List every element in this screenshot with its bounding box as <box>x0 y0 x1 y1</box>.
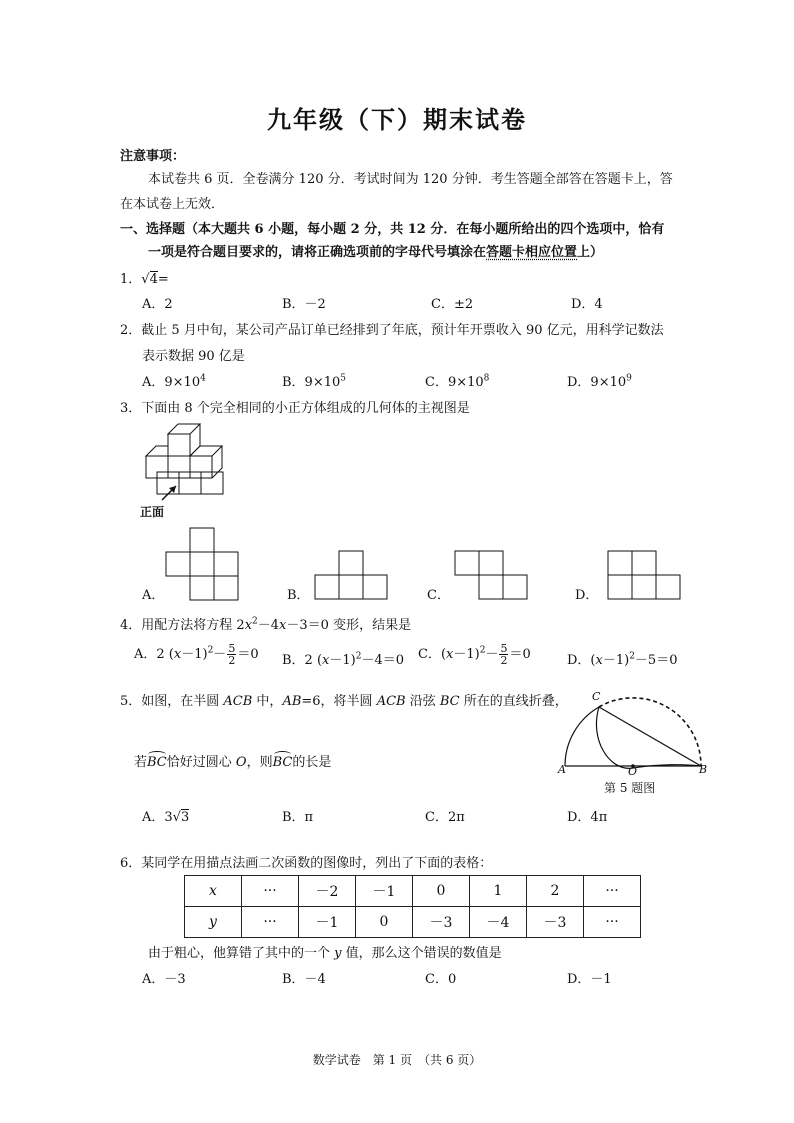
q6-cell: ··· <box>242 876 299 907</box>
q4-c-minus: － <box>485 647 499 662</box>
q6-option-a[interactable]: A．－3 <box>142 972 186 987</box>
q4-c-end: ＝0 <box>509 647 531 662</box>
notice-line2: 在本试卷上无效． <box>120 197 225 212</box>
q5-option-a[interactable] <box>142 806 189 825</box>
q4-option-d[interactable] <box>567 649 677 668</box>
q2-option-b-exp: 5 <box>340 373 346 384</box>
q2-option-d-exp: 9 <box>626 373 632 384</box>
q5-line2-b: 恰好过圆心 <box>166 755 236 770</box>
q3-option-b-figure[interactable] <box>315 551 387 599</box>
q2-option-d-base: D．9×10 <box>567 375 627 390</box>
q6-row-x <box>185 876 641 907</box>
q5-stem-a: 5．如图，在半圆 <box>120 694 224 709</box>
q5-arc2: BC <box>272 755 293 770</box>
q6-cell: 2 <box>527 876 584 907</box>
q6-cell: 0 <box>413 876 470 907</box>
q1-option-a[interactable]: A．2 <box>142 297 173 312</box>
q6-cell: －3 <box>413 907 470 938</box>
q4-option-b[interactable] <box>282 649 404 668</box>
q4-b-x: x <box>322 653 330 668</box>
q2-option-c-exp: 8 <box>483 373 490 384</box>
q6-cell: ··· <box>242 907 299 938</box>
q4-b-mid: －1) <box>329 653 356 668</box>
q2-option-c[interactable] <box>425 371 489 390</box>
page-footer: 数学试卷 第 1 页 （共 6 页） <box>312 1053 482 1067</box>
q5-stem <box>120 690 568 709</box>
q6-cell: －4 <box>470 907 527 938</box>
q4-c-num: 5 <box>500 642 508 655</box>
q2-option-b-base: B．9×10 <box>282 375 341 390</box>
q5-label-b: B <box>699 763 708 776</box>
q2-option-a[interactable] <box>142 371 206 390</box>
q6-cell: －2 <box>299 876 356 907</box>
q4-d-x: x <box>595 653 603 668</box>
section1-line2a: 一项是符合题目要求的，请将正确选项前的字母代号填涂在 <box>148 245 487 260</box>
q5-line2-c: ，则 <box>246 755 273 770</box>
q2-option-c-base: C．9×10 <box>425 375 484 390</box>
q5-acb2: ACB <box>376 694 406 709</box>
q3-front-label: 正面 <box>140 505 165 519</box>
q4-d-sup: 2 <box>629 651 635 662</box>
q6-row-y <box>185 907 641 938</box>
page-title: 九年级（下）期末试卷 <box>267 105 527 134</box>
q4-a-mid: －1) <box>181 647 208 662</box>
q4-b-end: －4＝0 <box>361 653 404 668</box>
q5-stem-b: 中， <box>252 694 283 709</box>
q5-line2-d: 的长是 <box>292 755 332 770</box>
q6-cell: x <box>185 876 242 907</box>
q3-option-c-figure[interactable] <box>455 551 527 599</box>
q6-option-d[interactable]: D．－1 <box>567 972 612 987</box>
q5-stem-e: 所在的直线折叠， <box>459 694 568 709</box>
q5-stem-c: =6，将半圆 <box>301 694 377 709</box>
q6-table <box>184 875 641 938</box>
q4-a-minus: － <box>213 647 227 662</box>
q3-option-d[interactable]: D． <box>575 588 599 603</box>
q5-label-o: O <box>628 765 638 778</box>
q4-a-fraction <box>227 643 236 666</box>
q4-stem-b: －4 <box>257 618 280 633</box>
q6-cell: y <box>185 907 242 938</box>
q6-cell: 0 <box>356 907 413 938</box>
q5-caption: 第 5 题图 <box>604 781 656 795</box>
q3-stem: 3．下面由 8 个完全相同的小正方体组成的几何体的主视图是 <box>120 401 470 416</box>
section1-line2 <box>148 241 603 260</box>
section1-line2b: 答题卡相应位置 <box>486 245 578 260</box>
q4-stem-sup: 2 <box>252 616 258 627</box>
q4-d-pre: D．( <box>567 653 596 668</box>
q4-b-pre: B．2 ( <box>282 653 323 668</box>
q1-num: 1． <box>120 272 142 287</box>
q3-option-a-figure[interactable] <box>166 528 238 600</box>
q5-option-c[interactable]: C．2π <box>425 810 465 825</box>
q6-cell: －1 <box>356 876 413 907</box>
q4-c-mid: －1) <box>453 647 480 662</box>
q4-stem-a: 4．用配方法将方程 2 <box>120 618 245 633</box>
q4-a-num: 5 <box>228 642 236 655</box>
q4-d-end: －5＝0 <box>634 653 678 668</box>
q6-cell: －3 <box>527 907 584 938</box>
q3-option-b[interactable]: B． <box>287 588 310 603</box>
q5-bc: BC <box>439 694 460 709</box>
q1-stem <box>120 268 169 287</box>
q4-a-end: ＝0 <box>237 647 259 662</box>
q4-option-c[interactable] <box>418 643 531 666</box>
q5-arc1: BC <box>147 755 167 770</box>
sqrt-icon: √ <box>172 810 181 825</box>
q6-note <box>148 942 502 961</box>
q4-b-sup: 2 <box>355 651 362 662</box>
section1-line2c: 上） <box>577 245 604 260</box>
q5-a-pre: A．3 <box>142 810 173 825</box>
q6-note-b: 值，那么这个错误的数值是 <box>341 946 502 961</box>
section1-line1: 一、选择题（本大题共 6 小题，每小题 2 分，共 12 分．在每小题所给出的四个选项中，恰有 <box>120 222 665 237</box>
q6-stem: 6．某同学在用描点法画二次函数的图像时，列出了下面的表格： <box>120 856 493 871</box>
q1-option-d[interactable]: D．4 <box>571 297 603 312</box>
q5-label-c: C <box>592 690 601 703</box>
q6-option-b[interactable]: B．－4 <box>282 972 326 987</box>
q6-cell: ··· <box>584 876 641 907</box>
notice-line1: 本试卷共 6 页．全卷满分 120 分．考试时间为 120 分钟．考生答题全部答在答题卡上，答 <box>148 172 673 187</box>
q4-c-sup: 2 <box>479 645 486 656</box>
q4-stem <box>120 614 411 633</box>
q4-stem-x2: x <box>279 618 287 633</box>
q4-a-pre: A．2 ( <box>134 647 174 662</box>
q4-stem-c: －3＝0 变形，结果是 <box>286 618 412 633</box>
q6-cell: －1 <box>299 907 356 938</box>
q1-option-c[interactable]: C．±2 <box>431 297 474 312</box>
q1-eq: = <box>157 272 169 287</box>
q5-o: O <box>235 755 247 770</box>
q5-label-a: A <box>558 763 566 776</box>
q6-option-c[interactable]: C．0 <box>425 972 457 987</box>
q3-option-d-figure[interactable] <box>608 551 680 599</box>
q3-option-c[interactable]: C． <box>427 588 450 603</box>
q6-note-y: y <box>334 946 342 961</box>
q4-option-a[interactable] <box>134 643 259 666</box>
q4-a-x: x <box>173 647 182 662</box>
q3-option-a[interactable]: A． <box>142 588 165 603</box>
q2-option-d[interactable] <box>567 371 632 390</box>
q6-cell: ··· <box>584 907 641 938</box>
q1-radicand: 4 <box>149 272 158 287</box>
q5-stem-d: 沿弦 <box>405 694 440 709</box>
q4-c-pre: C．( <box>418 647 447 662</box>
q5-figure <box>555 690 715 772</box>
q5-stem-line2 <box>134 751 331 770</box>
q4-d-mid: －1) <box>602 653 630 668</box>
q5-option-d[interactable]: D．4π <box>567 810 608 825</box>
q4-a-sup: 2 <box>207 645 214 656</box>
q2-option-a-base: A．9×10 <box>142 375 201 390</box>
q5-option-b[interactable]: B．π <box>282 810 314 825</box>
q2-stem-line1: 2．截止 5 月中旬，某公司产品订单已经排到了年底，预计年开票收入 90 亿元，用科学记数法 <box>120 323 664 338</box>
q2-option-b[interactable] <box>282 371 346 390</box>
q6-cell: 1 <box>470 876 527 907</box>
q6-note-a: 由于粗心，他算错了其中的一个 <box>148 946 335 961</box>
q5-a-rad: 3 <box>180 810 190 825</box>
q1-option-b[interactable]: B．－2 <box>282 297 326 312</box>
q2-stem-line2: 表示数据 90 亿是 <box>142 349 245 364</box>
q5-line2-a: 若 <box>134 755 148 770</box>
q2-option-a-exp: 4 <box>200 373 206 384</box>
q4-c-den: 2 <box>500 654 508 667</box>
q4-a-den: 2 <box>228 654 236 667</box>
sqrt-icon: √ <box>141 272 150 287</box>
q5-ab: AB <box>282 694 302 709</box>
q4-stem-x: x <box>244 618 253 633</box>
q4-c-fraction <box>499 643 508 666</box>
notice-heading: 注意事项： <box>120 149 186 164</box>
q4-c-x: x <box>446 647 454 662</box>
q5-acb: ACB <box>223 694 253 709</box>
